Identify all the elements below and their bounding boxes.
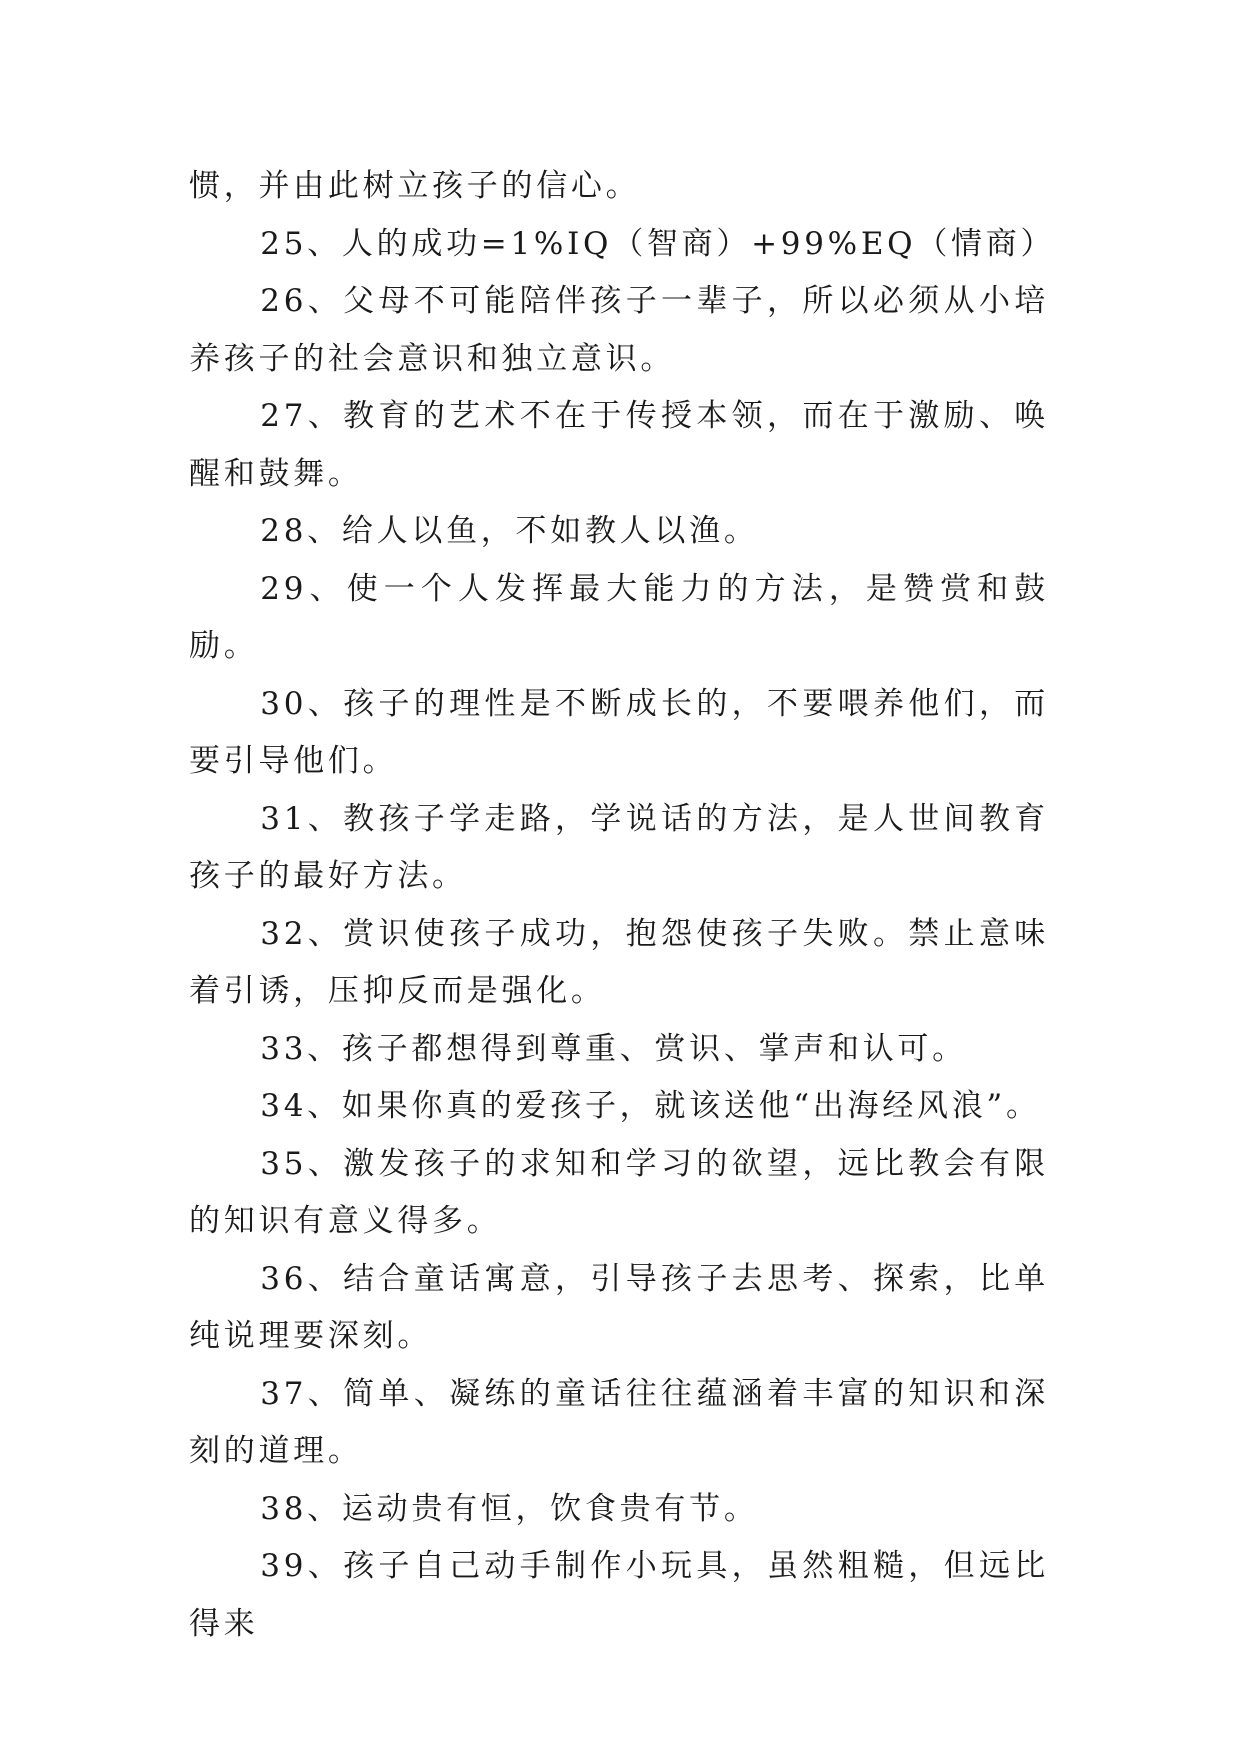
paragraph-item-28: 28、给人以鱼，不如教人以渔。 xyxy=(260,513,759,549)
paragraph-item-29: 29、使一个人发挥最大能力的方法，是赞赏和鼓励。 xyxy=(189,570,1049,664)
paragraph-item-39: 39、孩子自己动手制作小玩具，虽然粗糙，但远比得来 xyxy=(189,1548,1049,1642)
paragraph-continuation: 惯，并由此树立孩子的信心。 xyxy=(189,168,641,204)
paragraph-item-34: 34、如果你真的爱孩子，就该送他“出海经风浪”。 xyxy=(260,1088,1041,1124)
paragraph-item-37: 37、简单、凝练的童话往往蕴涵着丰富的知识和深刻的道理。 xyxy=(189,1375,1049,1469)
paragraph-item-33: 33、孩子都想得到尊重、赏识、掌声和认可。 xyxy=(260,1030,967,1067)
paragraph-item-26: 26、父母不可能陪伴孩子一辈子，所以必须从小培养孩子的社会意识和独立意识。 xyxy=(189,283,1049,377)
paragraph-item-36: 36、结合童话寓意，引导孩子去思考、探索，比单纯说理要深刻。 xyxy=(189,1260,1049,1354)
paragraph-item-32: 32、赏识使孩子成功，抱怨使孩子失败。禁止意味着引诱，压抑反而是强化。 xyxy=(189,915,1049,1009)
paragraph-item-25: 25、人的成功=1%IQ（智商）+99%EQ（情商） xyxy=(260,225,1056,262)
paragraph-item-30: 30、孩子的理性是不断成长的，不要喂养他们，而要引导他们。 xyxy=(189,685,1049,779)
paragraph-item-31: 31、教孩子学走路，学说话的方法，是人世间教育孩子的最好方法。 xyxy=(189,800,1049,894)
document-body xyxy=(189,158,1056,1653)
paragraph-item-27: 27、教育的艺术不在于传授本领，而在于激励、唤醒和鼓舞。 xyxy=(189,398,1049,492)
paragraph-item-38: 38、运动贵有恒，饮食贵有节。 xyxy=(260,1490,759,1527)
paragraph-item-35: 35、激发孩子的求知和学习的欲望，远比教会有限的知识有意义得多。 xyxy=(189,1145,1049,1239)
